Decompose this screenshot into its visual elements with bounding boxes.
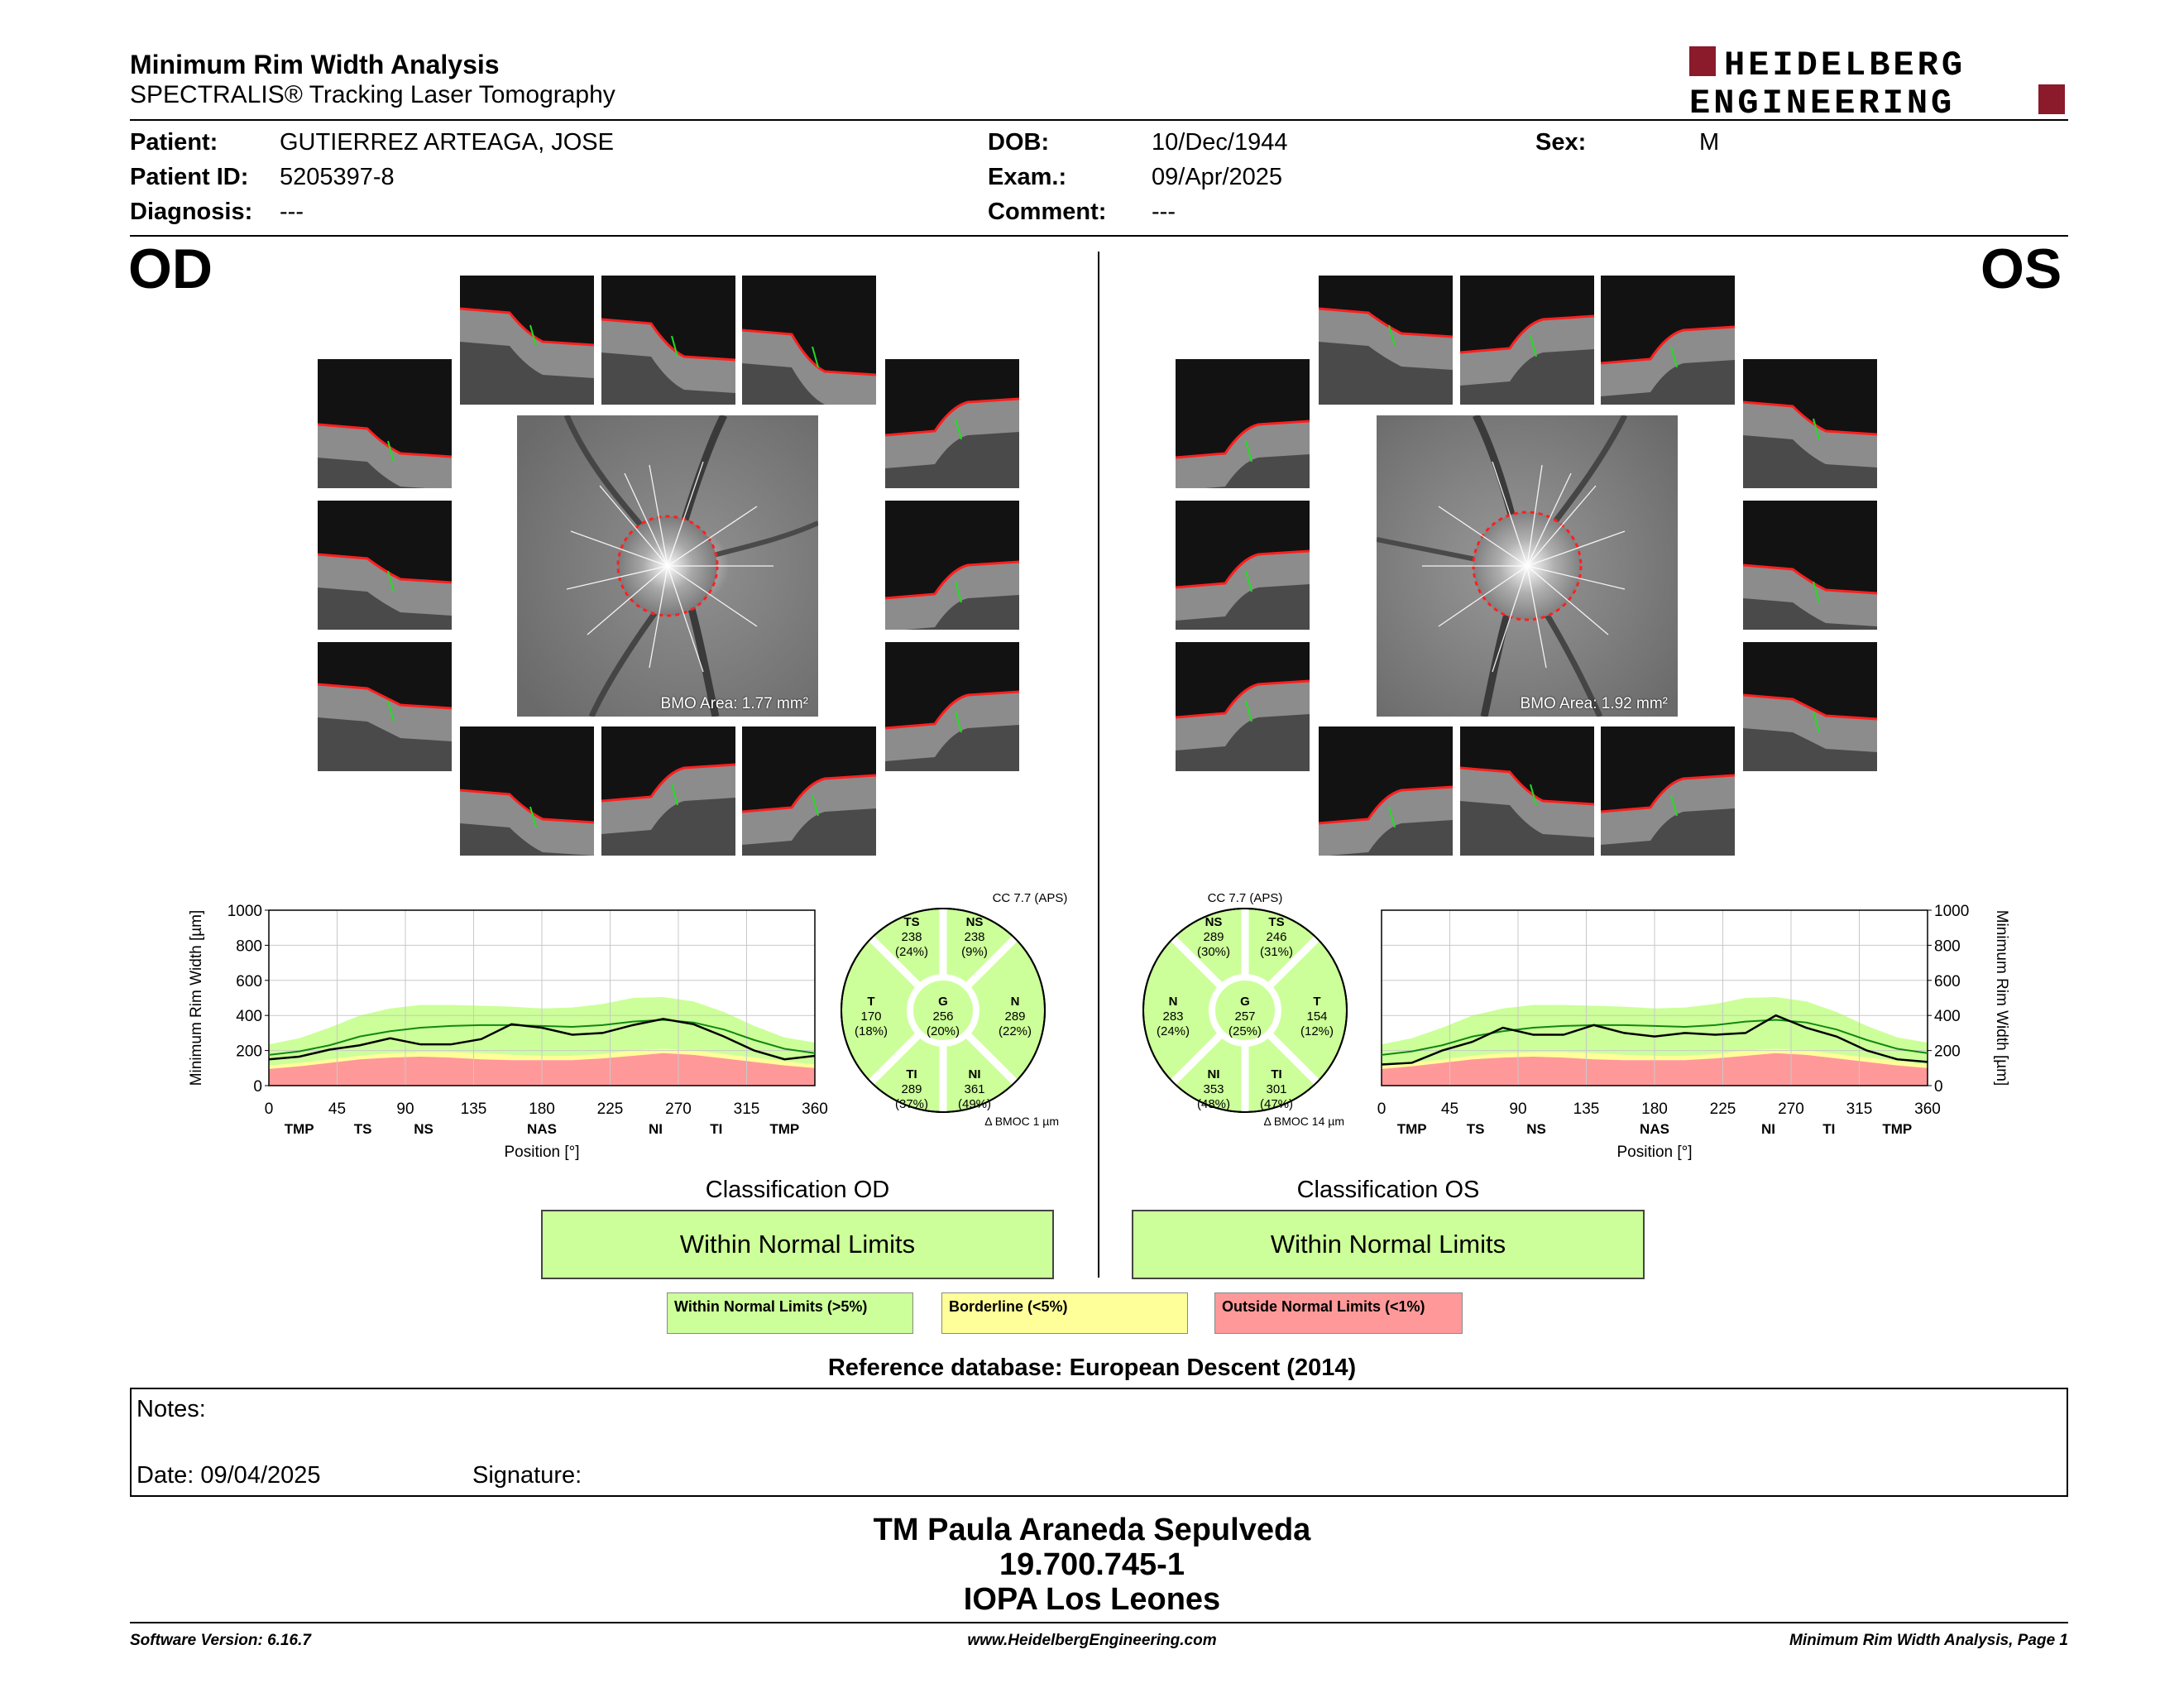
os-bmo-area: BMO Area: 1.92 mm²	[1520, 695, 1668, 712]
sector-name: T	[867, 995, 875, 1009]
od-oct-scan-image	[318, 642, 452, 771]
od-oct-scan-image	[885, 359, 1019, 488]
os-oct-scan	[1743, 501, 1877, 630]
legend-normal	[667, 1292, 913, 1334]
page-label: Minimum Rim Width Analysis, Page 1	[1789, 1632, 2068, 1649]
od-oct-scan	[742, 727, 876, 856]
sector-value: 283	[1162, 1009, 1184, 1024]
sector-value: 170	[860, 1009, 882, 1024]
od-oct-scan-image	[318, 501, 452, 630]
x-tick-label: 0	[1377, 1101, 1387, 1118]
od-oct-scan	[318, 642, 452, 771]
sector-percent: (24%)	[1156, 1024, 1190, 1038]
os-classification-box	[1132, 1210, 1645, 1279]
sector-value: 257	[1234, 1009, 1256, 1024]
os-classification-value: Within Normal Limits	[1270, 1230, 1506, 1259]
sector-name: TS	[903, 915, 920, 929]
sector-name: G	[1240, 995, 1250, 1009]
sector-axis-label: NAS	[1640, 1121, 1669, 1137]
sector-value: 289	[1004, 1009, 1026, 1024]
os-label: OS	[1980, 237, 2062, 300]
comment-value: ---	[1152, 199, 1176, 225]
x-tick-label: 0	[264, 1101, 274, 1118]
os-oct-scan-image	[1601, 727, 1735, 856]
x-tick-label: 45	[1440, 1101, 1459, 1118]
sector-value: 301	[1266, 1082, 1287, 1096]
od-oct-scan-image	[742, 276, 876, 405]
os-sector-diagram	[1138, 890, 1386, 1130]
sector-axis-label: TMP	[284, 1121, 314, 1137]
y-tick-label: 1000	[1934, 903, 1970, 920]
sector-name: TI	[1271, 1067, 1282, 1081]
sector-percent: (37%)	[894, 1097, 929, 1111]
od-sector-diagram	[836, 890, 1084, 1130]
sex-value: M	[1699, 129, 1720, 156]
os-oct-scan	[1601, 727, 1735, 856]
y-tick-label: 200	[236, 1043, 262, 1061]
report-title: Minimum Rim Width Analysis	[130, 50, 500, 79]
y-tick-label: 400	[1934, 1008, 1961, 1026]
bmoc-delta: Δ BMOC 1 µm	[984, 1115, 1059, 1128]
y-tick-label: 0	[1934, 1078, 1943, 1096]
sector-name: NI	[968, 1067, 981, 1081]
sector-axis-label: NI	[1761, 1121, 1775, 1137]
sector-axis-label: TI	[710, 1121, 723, 1137]
x-tick-label: 135	[1573, 1101, 1600, 1118]
y-tick-label: 200	[1934, 1043, 1961, 1061]
sector-axis-label: NS	[1526, 1121, 1546, 1137]
os-oct-scan-image	[1176, 501, 1310, 630]
x-tick-label: 225	[1709, 1101, 1736, 1118]
x-tick-label: 180	[1641, 1101, 1668, 1118]
os-oct-scan-image	[1743, 501, 1877, 630]
os-oct-scan	[1176, 501, 1310, 630]
x-tick-label: 180	[529, 1101, 555, 1118]
od-fundus-photo	[517, 415, 818, 717]
diagnosis-value: ---	[280, 199, 304, 225]
logo-line1: HEIDELBERG	[1724, 46, 1966, 85]
footer-url[interactable]: www.HeidelbergEngineering.com	[967, 1632, 1217, 1649]
os-oct-scan-image	[1460, 276, 1594, 405]
signer-place: IOPA Los Leones	[963, 1582, 1221, 1617]
os-mrw-chart	[1357, 894, 2010, 1175]
x-tick-label: 360	[1914, 1101, 1941, 1118]
legend-borderline	[941, 1292, 1188, 1334]
os-oct-scan-image	[1176, 359, 1310, 488]
sector-value: 238	[901, 930, 922, 944]
od-oct-scan-image	[460, 276, 594, 405]
footer-divider	[130, 1622, 2068, 1623]
od-oct-scan	[885, 359, 1019, 488]
sector-percent: (48%)	[1196, 1097, 1231, 1111]
x-tick-label: 90	[1509, 1101, 1527, 1118]
sector-percent: (49%)	[957, 1097, 992, 1111]
legend-outside-label: Outside Normal Limits (<1%)	[1222, 1298, 1425, 1315]
report-subtitle: SPECTRALIS® Tracking Laser Tomography	[130, 81, 615, 108]
y-tick-label: 600	[236, 972, 262, 990]
patient-name: GUTIERREZ ARTEAGA, JOSE	[280, 129, 614, 156]
patient-id-label: Patient ID:	[130, 164, 249, 190]
od-oct-scan	[460, 276, 594, 405]
os-oct-scan	[1176, 642, 1310, 771]
sector-percent: (9%)	[961, 945, 988, 959]
comment-label: Comment:	[988, 199, 1107, 225]
signer-rut: 19.700.745-1	[999, 1547, 1185, 1582]
eye-divider	[1098, 252, 1099, 1278]
sector-value: 361	[964, 1082, 985, 1096]
dob-label: DOB:	[988, 129, 1050, 156]
od-oct-scan-image	[460, 727, 594, 856]
sector-name: NI	[1207, 1067, 1220, 1081]
exam-label: Exam.:	[988, 164, 1067, 190]
x-tick-label: 360	[802, 1101, 828, 1118]
y-axis-label: Minimum Rim Width [µm]	[188, 909, 205, 1086]
y-tick-label: 800	[1934, 938, 1961, 956]
od-oct-scan-image	[601, 727, 735, 856]
od-oct-scan	[742, 276, 876, 405]
os-oct-scan-image	[1319, 276, 1453, 405]
heidelberg-logo	[1689, 46, 2065, 117]
legend-borderline-label: Borderline (<5%)	[949, 1298, 1068, 1315]
od-oct-scan-image	[885, 642, 1019, 771]
cc-label: CC 7.7 (APS)	[1207, 891, 1283, 905]
patient-divider	[130, 235, 2068, 237]
sector-name: G	[938, 995, 948, 1009]
od-oct-scan	[885, 501, 1019, 630]
sector-name: T	[1313, 995, 1321, 1009]
sector-percent: (31%)	[1259, 945, 1294, 959]
sector-axis-label: NAS	[527, 1121, 557, 1137]
od-oct-scan-image	[742, 727, 876, 856]
sector-axis-label: TI	[1822, 1121, 1836, 1137]
x-tick-label: 135	[460, 1101, 487, 1118]
sector-percent: (22%)	[998, 1024, 1032, 1038]
os-oct-scan-image	[1460, 727, 1594, 856]
x-tick-label: 270	[665, 1101, 692, 1118]
legend-normal-label: Within Normal Limits (>5%)	[674, 1298, 868, 1315]
patient-label: Patient:	[130, 129, 218, 156]
od-oct-scan	[460, 727, 594, 856]
sector-percent: (24%)	[894, 945, 929, 959]
diagnosis-label: Diagnosis:	[130, 199, 253, 225]
sector-axis-label: TS	[1466, 1121, 1485, 1137]
dob-value: 10/Dec/1944	[1152, 129, 1288, 156]
sector-value: 289	[901, 1082, 922, 1096]
notes-label: Notes:	[136, 1396, 206, 1422]
exam-value: 09/Apr/2025	[1152, 164, 1283, 190]
os-oct-scan	[1460, 276, 1594, 405]
sector-name: TI	[906, 1067, 917, 1081]
sector-percent: (25%)	[1228, 1024, 1262, 1038]
x-tick-label: 90	[396, 1101, 414, 1118]
os-oct-scan	[1460, 727, 1594, 856]
y-axis-label: Minimum Rim Width [µm]	[1993, 909, 2010, 1086]
x-tick-label: 45	[328, 1101, 347, 1118]
sector-axis-label: TMP	[769, 1121, 800, 1137]
os-oct-scan-image	[1319, 727, 1453, 856]
sector-value: 256	[932, 1009, 954, 1024]
os-oct-scan-image	[1743, 359, 1877, 488]
reference-database: Reference database: European Descent (2014)	[827, 1355, 1357, 1381]
sector-name: TS	[1268, 915, 1285, 929]
od-fundus-image	[517, 415, 818, 717]
sector-value: 289	[1203, 930, 1224, 944]
os-oct-scan	[1319, 727, 1453, 856]
od-oct-scan	[601, 727, 735, 856]
od-oct-scan-image	[885, 501, 1019, 630]
y-tick-label: 600	[1934, 972, 1961, 990]
od-oct-scan	[318, 501, 452, 630]
sector-axis-label: NI	[649, 1121, 663, 1137]
notes-box[interactable]	[130, 1388, 2068, 1497]
patient-id: 5205397-8	[280, 164, 395, 190]
sector-value: 154	[1306, 1009, 1328, 1024]
sex-label: Sex:	[1535, 129, 1587, 156]
sector-value: 246	[1266, 930, 1287, 944]
os-fundus-image	[1377, 415, 1678, 717]
sector-percent: (20%)	[926, 1024, 960, 1038]
sector-axis-label: TMP	[1882, 1121, 1913, 1137]
y-tick-label: 400	[236, 1008, 262, 1026]
od-classification-box	[541, 1210, 1054, 1279]
x-tick-label: 270	[1778, 1101, 1804, 1118]
os-fundus-photo	[1377, 415, 1678, 717]
sector-value: 353	[1203, 1082, 1224, 1096]
od-mrw-chart	[186, 894, 831, 1175]
os-oct-scan	[1319, 276, 1453, 405]
os-classification-title: Classification OS	[1296, 1177, 1480, 1203]
od-oct-scan	[601, 276, 735, 405]
y-tick-label: 1000	[227, 903, 262, 920]
os-oct-scan	[1601, 276, 1735, 405]
os-oct-scan-image	[1743, 642, 1877, 771]
header-divider	[130, 119, 2068, 121]
software-version: Software Version: 6.16.7	[130, 1632, 311, 1649]
x-axis-label: Position [°]	[1616, 1144, 1693, 1161]
y-tick-label: 0	[253, 1078, 262, 1096]
x-tick-label: 315	[733, 1101, 760, 1118]
sector-percent: (18%)	[854, 1024, 888, 1038]
sector-name: NS	[965, 915, 984, 929]
notes-signature-label: Signature:	[472, 1462, 582, 1489]
sector-percent: (30%)	[1196, 945, 1231, 959]
os-oct-scan-image	[1176, 642, 1310, 771]
od-classification-value: Within Normal Limits	[679, 1230, 916, 1259]
os-oct-scan	[1743, 642, 1877, 771]
notes-date: Date: 09/04/2025	[136, 1462, 321, 1489]
bmoc-delta: Δ BMOC 14 µm	[1263, 1115, 1344, 1128]
sector-name: NS	[1205, 915, 1223, 929]
x-tick-label: 315	[1846, 1101, 1873, 1118]
sector-name: N	[1168, 995, 1178, 1009]
cc-label: CC 7.7 (APS)	[992, 891, 1068, 905]
x-axis-label: Position [°]	[504, 1144, 580, 1161]
sector-percent: (47%)	[1259, 1097, 1294, 1111]
sector-axis-label: TMP	[1396, 1121, 1427, 1137]
x-tick-label: 225	[596, 1101, 624, 1118]
od-oct-scan-image	[318, 359, 452, 488]
od-oct-scan	[318, 359, 452, 488]
logo-line2: ENGINEERING	[1689, 84, 1956, 117]
sector-percent: (12%)	[1300, 1024, 1334, 1038]
od-label: OD	[128, 237, 213, 300]
od-oct-scan-image	[601, 276, 735, 405]
od-oct-scan	[885, 642, 1019, 771]
sector-name: N	[1010, 995, 1020, 1009]
sector-axis-label: TS	[353, 1121, 372, 1137]
legend-outside	[1214, 1292, 1463, 1334]
od-bmo-area: BMO Area: 1.77 mm²	[660, 695, 808, 712]
os-oct-scan	[1743, 359, 1877, 488]
os-oct-scan-image	[1601, 276, 1735, 405]
y-tick-label: 800	[236, 938, 262, 956]
signer-name: TM Paula Araneda Sepulveda	[873, 1513, 1311, 1547]
od-classification-title: Classification OD	[705, 1177, 890, 1203]
sector-value: 238	[964, 930, 985, 944]
os-oct-scan	[1176, 359, 1310, 488]
sector-axis-label: NS	[414, 1121, 433, 1137]
